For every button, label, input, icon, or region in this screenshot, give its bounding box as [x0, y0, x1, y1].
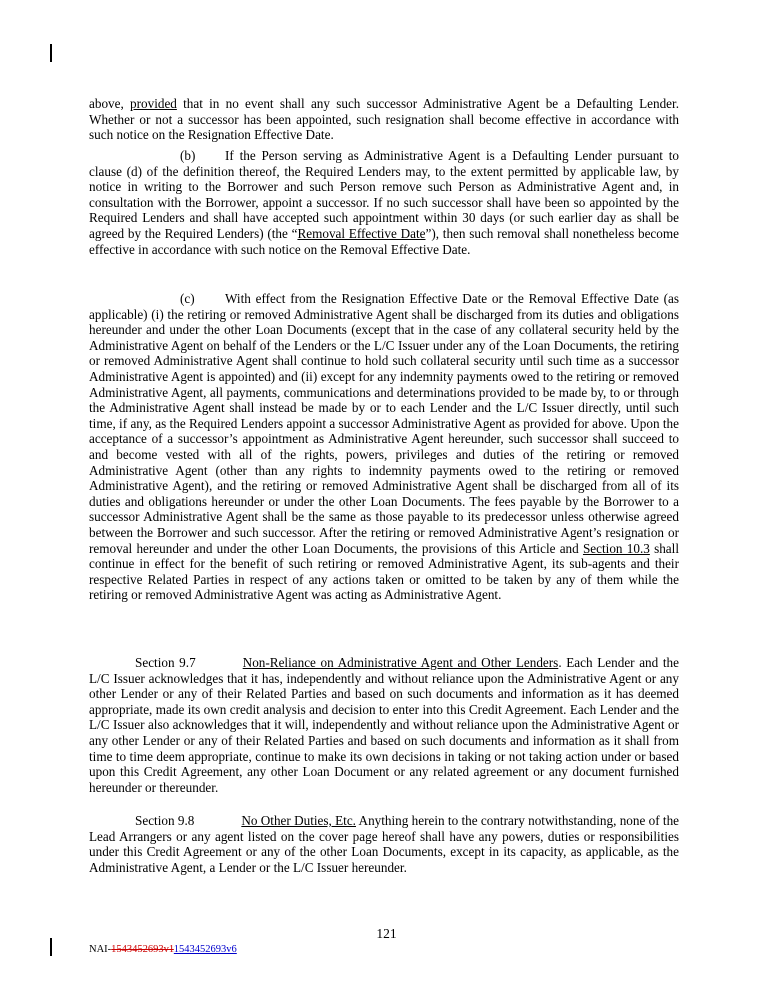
inserted-version: 1543452693v6 — [173, 944, 237, 955]
section-heading: No Other Duties, Etc. — [241, 813, 356, 828]
section-number: Section 9.7 — [135, 655, 196, 670]
paragraph-b: (b) If the Person serving as Administrative Agent is a Defaulting Lender pursuant to clause (d) of the definition thereof, the Required Lenders may, to the extent permitted by applicable law, by notice in writing to the Borrower and such Person remove such Person as Administrative Agent and, in consultation with the Borrower, appoint a successor. If no such successor shall have been so appointed by the Required Lenders and shall have accepted such appointment within 30 days (or such earlier day as shall be agreed by the Required Lenders) (the “Removal Effective Date”), then such removal shall nonetheless become effective in accordance with such notice on the Removal Effective Date. — [89, 148, 679, 257]
section-10-3-reference: Section 10.3 — [582, 540, 650, 556]
document-footer: NAI-1543452693v11543452693v6 — [89, 944, 237, 955]
paragraph-c: (c) With effect from the Resignation Effective Date or the Removal Effective Date (as applicable) (i) the retiring or removed Administrative Agent shall be discharged from its duties and obligations hereunder and under the other Loan Documents (except that in the case of any collateral security held by the Administrative Agent on behalf of the Lenders or the L/C Issuer under any of the Loan Documents, the retiring or removed Administrative Agent shall continue to hold such collateral security until such time as a successor Administrative Agent is appointed) and (ii) except for any indemnity payments owed to the retiring or removed Administrative Agent, all payments, communications and determinations provided to be made by, to or through the Administrative Agent shall instead be made by or to each Lender and the L/C Issuer directly, until such time, if any, as the Required Lenders appoint a successor Administrative Agent as provided for above. Upon the acceptance of a successor’s appointment as Administrative Agent hereunder, such successor shall succeed to and become vested with all of the rights, powers, privileges and duties of the retiring or removed Administrative Agent (other than any rights to indemnity payments owed to the retiring or removed Administrative Agent), and the retiring or removed Administrative Agent shall be discharged from all of its duties and obligations hereunder or under the other Loan Documents. The fees payable by the Borrower to a successor Administrative Agent shall be the same as those payable to its predecessor unless otherwise agreed between the Borrower and such successor. After the retiring or removed Administrative Agent’s resignation or removal hereunder and under the other Loan Documents, the provisions of this Article and Section 10.3 shall continue in effect for the benefit of such retiring or removed Administrative Agent, its sub-agents and their respective Related Parties in respect of any actions taken or omitted to be taken by any of them while the retiring or removed Administrative Agent was acting as Administrative Agent. — [89, 291, 679, 603]
change-bar-top — [50, 44, 52, 62]
section-number: Section 9.8 — [135, 813, 195, 828]
deleted-version: 1543452693v1 — [111, 944, 174, 955]
section-heading: Non-Reliance on Administrative Agent and Other Lenders — [242, 655, 559, 670]
paragraph-successor-agent: above, provided that in no event shall any such successor Administrative Agent be a Defaulting Lender. Whether or not a successor has been appointed, such resignation shall become effective in accordance with such notice on the Resignation Effective Date. — [89, 96, 679, 143]
defined-term-removal-effective-date: Removal Effective Date — [297, 225, 426, 241]
section-9-8: Section 9.8 No Other Duties, Etc. Anything herein to the contrary notwithstanding, none of the Lead Arrangers or any agent listed on the cover page hereof shall have any powers, duties or responsibilities under this Credit Agreement or any of the other Loan Documents, except in its capacity, as applicable, as the Administrative Agent, a Lender or the L/C Issuer hereunder. — [89, 813, 680, 875]
clause-label-b: (b) — [180, 148, 196, 163]
provided-term: provided — [130, 96, 177, 111]
page-number: 121 — [376, 926, 397, 941]
clause-label-c: (c) — [180, 291, 195, 306]
section-9-7: Section 9.7 Non-Reliance on Administrative Agent and Other Lenders. Each Lender and the L/C Issuer acknowledges that it has, independently and without reliance upon the Administrative Agent or any other Lender or any of their Related Parties and based on such documents and information as it has deemed appropriate, made its own credit analysis and decision to enter into this Credit Agreement. Each Lender and the L/C Issuer also acknowledges that it will, independently and without reliance upon the Administrative Agent or any other Lender or any of their Related Parties and based on such documents and information as it shall from time to time deem appropriate, continue to make its own decisions in taking or not taking action under or based upon this Credit Agreement, any other Loan Document or any related agreement or any document furnished hereunder or thereunder. — [89, 655, 679, 795]
change-bar-bottom — [50, 938, 52, 956]
